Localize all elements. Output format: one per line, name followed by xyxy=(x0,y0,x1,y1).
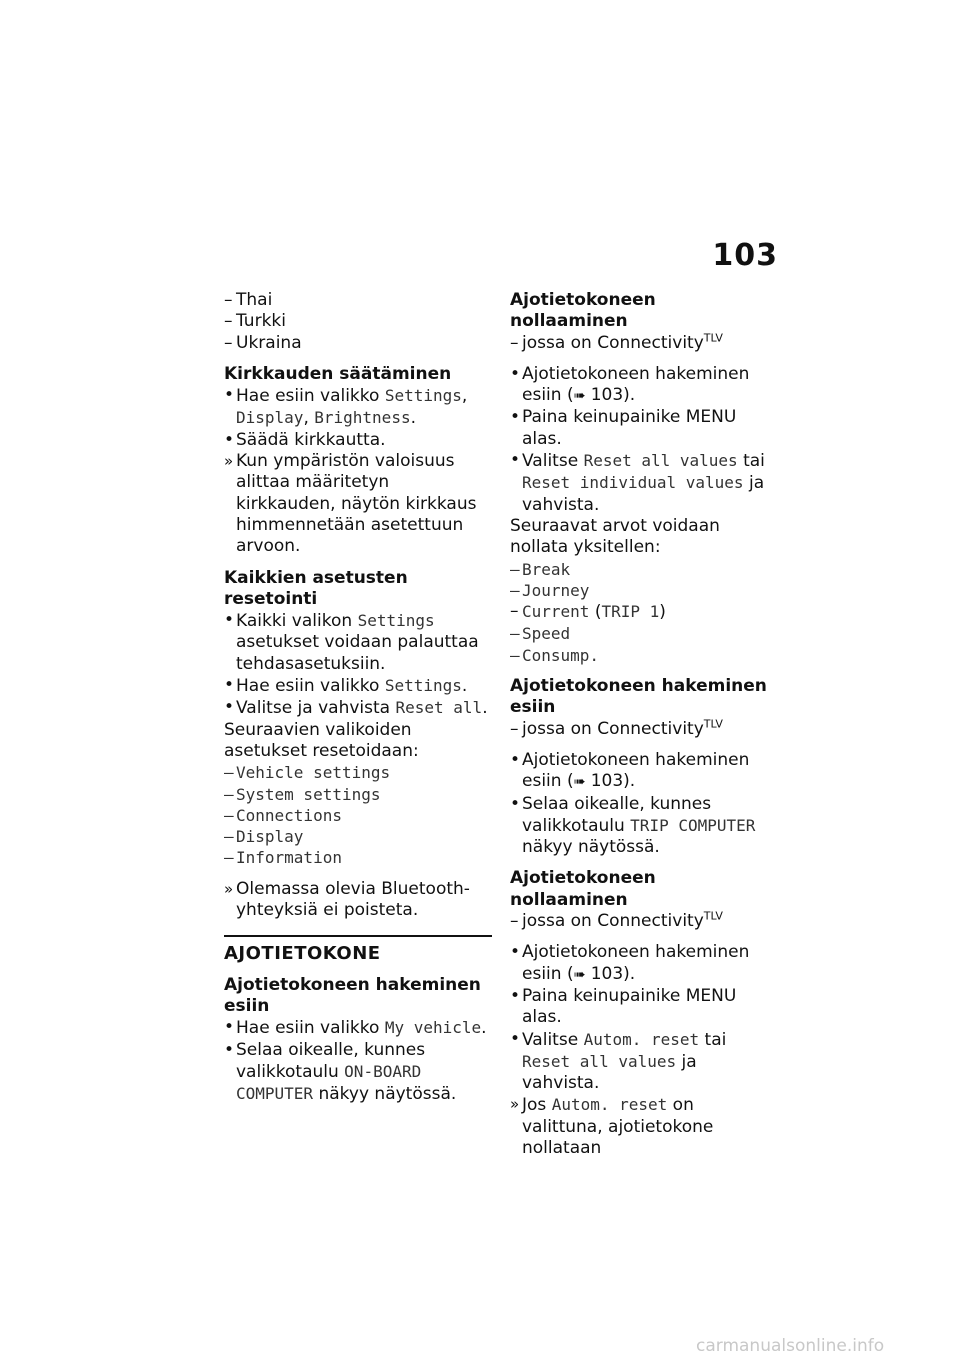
menu-code: Settings xyxy=(384,676,462,696)
trip-step-2: • Selaa oikealle, kunnes valikkotaulu TRIP COMPUTER näkyy näytössä. xyxy=(510,794,778,859)
page-ref-arrow-icon: ➠ xyxy=(573,966,586,983)
reset1-condition: – jossa on Connectivity$^{TLV}$ xyxy=(510,333,778,354)
reset2-heading: Ajotietokoneen nollaaminen xyxy=(510,868,656,910)
section-divider xyxy=(224,935,492,937)
reset1-step-3: • Valitse Reset all values tai Reset individual values ja vahvista. xyxy=(510,450,778,516)
reset-menu-item: – Display xyxy=(224,826,492,847)
reset2-step-3: • Valitse Autom. reset tai Reset all values ja vahvista. xyxy=(510,1029,778,1095)
right-column xyxy=(510,290,778,1159)
reset-menu-item: – Vehicle settings xyxy=(224,762,492,783)
watermark: carmanualsonline.info xyxy=(696,1336,885,1356)
reset1-step-2: • Paina keinupainike MENU alas. xyxy=(510,407,778,450)
reset-menu-item: – Information xyxy=(224,847,492,868)
page-number: 103 xyxy=(712,238,778,273)
reset2-result: » Jos Autom. reset on valittuna, ajotietokone nollataan xyxy=(510,1094,778,1159)
reset1-heading: Ajotietokoneen nollaaminen xyxy=(510,290,656,332)
reset1-value: – Consump. xyxy=(510,645,778,666)
reset-heading: Kaikkien asetusten resetointi xyxy=(224,567,408,609)
obc-heading: Ajotietokoneen hakeminen esiin xyxy=(224,974,481,1016)
menu-code: My vehicle xyxy=(384,1018,482,1038)
brightness-result: » Kun ympäristön valoisuus alittaa määritetyn kirkkauden, näytön kirkkaus himmennetään asetettuun arvoon. xyxy=(224,451,492,557)
menu-code: Reset all values xyxy=(522,1051,677,1071)
language-item: – Turkki xyxy=(224,311,492,332)
reset-menu-item: – System settings xyxy=(224,784,492,805)
menu-code: ON-BOARD COMPUTER xyxy=(236,1061,422,1104)
menu-code: Reset individual values xyxy=(522,473,744,493)
reset1-step-1: • Ajotietokoneen hakeminen esiin (➠ 103). xyxy=(510,364,778,408)
trip-step-1: • Ajotietokoneen hakeminen esiin (➠ 103). xyxy=(510,750,778,794)
reset2-step-1: • Ajotietokoneen hakeminen esiin (➠ 103). xyxy=(510,942,778,986)
trip-condition: – jossa on Connectivity$^{TLV}$ xyxy=(510,719,778,740)
reset-step-3: • Valitse ja vahvista Reset all. xyxy=(224,697,492,719)
page-ref-arrow-icon: ➠ xyxy=(573,388,586,405)
obc-step-1: • Hae esiin valikko My vehicle. xyxy=(224,1017,492,1039)
reset1-value: – Speed xyxy=(510,623,778,644)
reset2-condition: – jossa on Connectivity$^{TLV}$ xyxy=(510,911,778,932)
brightness-heading: Kirkkauden säätäminen xyxy=(224,363,452,384)
trip-heading: Ajotietokoneen hakeminen esiin xyxy=(510,676,767,718)
menu-code: Autom. reset xyxy=(551,1095,668,1115)
left-column xyxy=(224,290,492,1105)
menu-code: TRIP COMPUTER xyxy=(630,815,756,835)
obc-step-2: • Selaa oikealle, kunnes valikkotaulu ON-BOARD COMPUTER näkyy näytössä. xyxy=(224,1040,492,1106)
brightness-step-1: • Hae esiin valikko Settings, Display, Brightness. xyxy=(224,385,492,430)
reset2-step-2: • Paina keinupainike MENU alas. xyxy=(510,986,778,1029)
reset-step-1: • Kaikki valikon Settings asetukset voidaan palauttaa tehdasasetuksiin. xyxy=(224,610,492,675)
page-ref-arrow-icon: ➠ xyxy=(573,774,586,791)
language-item: – Ukraina xyxy=(224,333,492,354)
reset-result: » Olemassa olevia Bluetooth-yhteyksiä ei poisteta. xyxy=(224,879,492,922)
menu-code: Brightness xyxy=(314,408,411,428)
reset-menu-item: – Connections xyxy=(224,805,492,826)
menu-code: Settings xyxy=(384,386,462,406)
reset1-value: – Journey xyxy=(510,580,778,601)
menu-code: Display xyxy=(236,408,304,428)
menu-code: Autom. reset xyxy=(583,1029,700,1049)
section-title: AJOTIETOKONE xyxy=(224,943,381,965)
reset-step-2: • Hae esiin valikko Settings. xyxy=(224,675,492,697)
brightness-step-2: • Säädä kirkkautta. xyxy=(224,430,492,451)
menu-code: Settings xyxy=(357,611,435,631)
reset1-value: – Break xyxy=(510,559,778,580)
reset-note: Seuraavien valikoiden asetukset resetoidaan: xyxy=(224,719,419,761)
reset1-note: Seuraavat arvot voidaan nollata yksitellen: xyxy=(510,515,720,558)
menu-code: Reset all values xyxy=(583,451,738,471)
reset1-value: – Current (TRIP 1) xyxy=(510,601,778,623)
menu-code: Reset all xyxy=(395,698,483,718)
language-item: – Thai xyxy=(224,290,492,311)
